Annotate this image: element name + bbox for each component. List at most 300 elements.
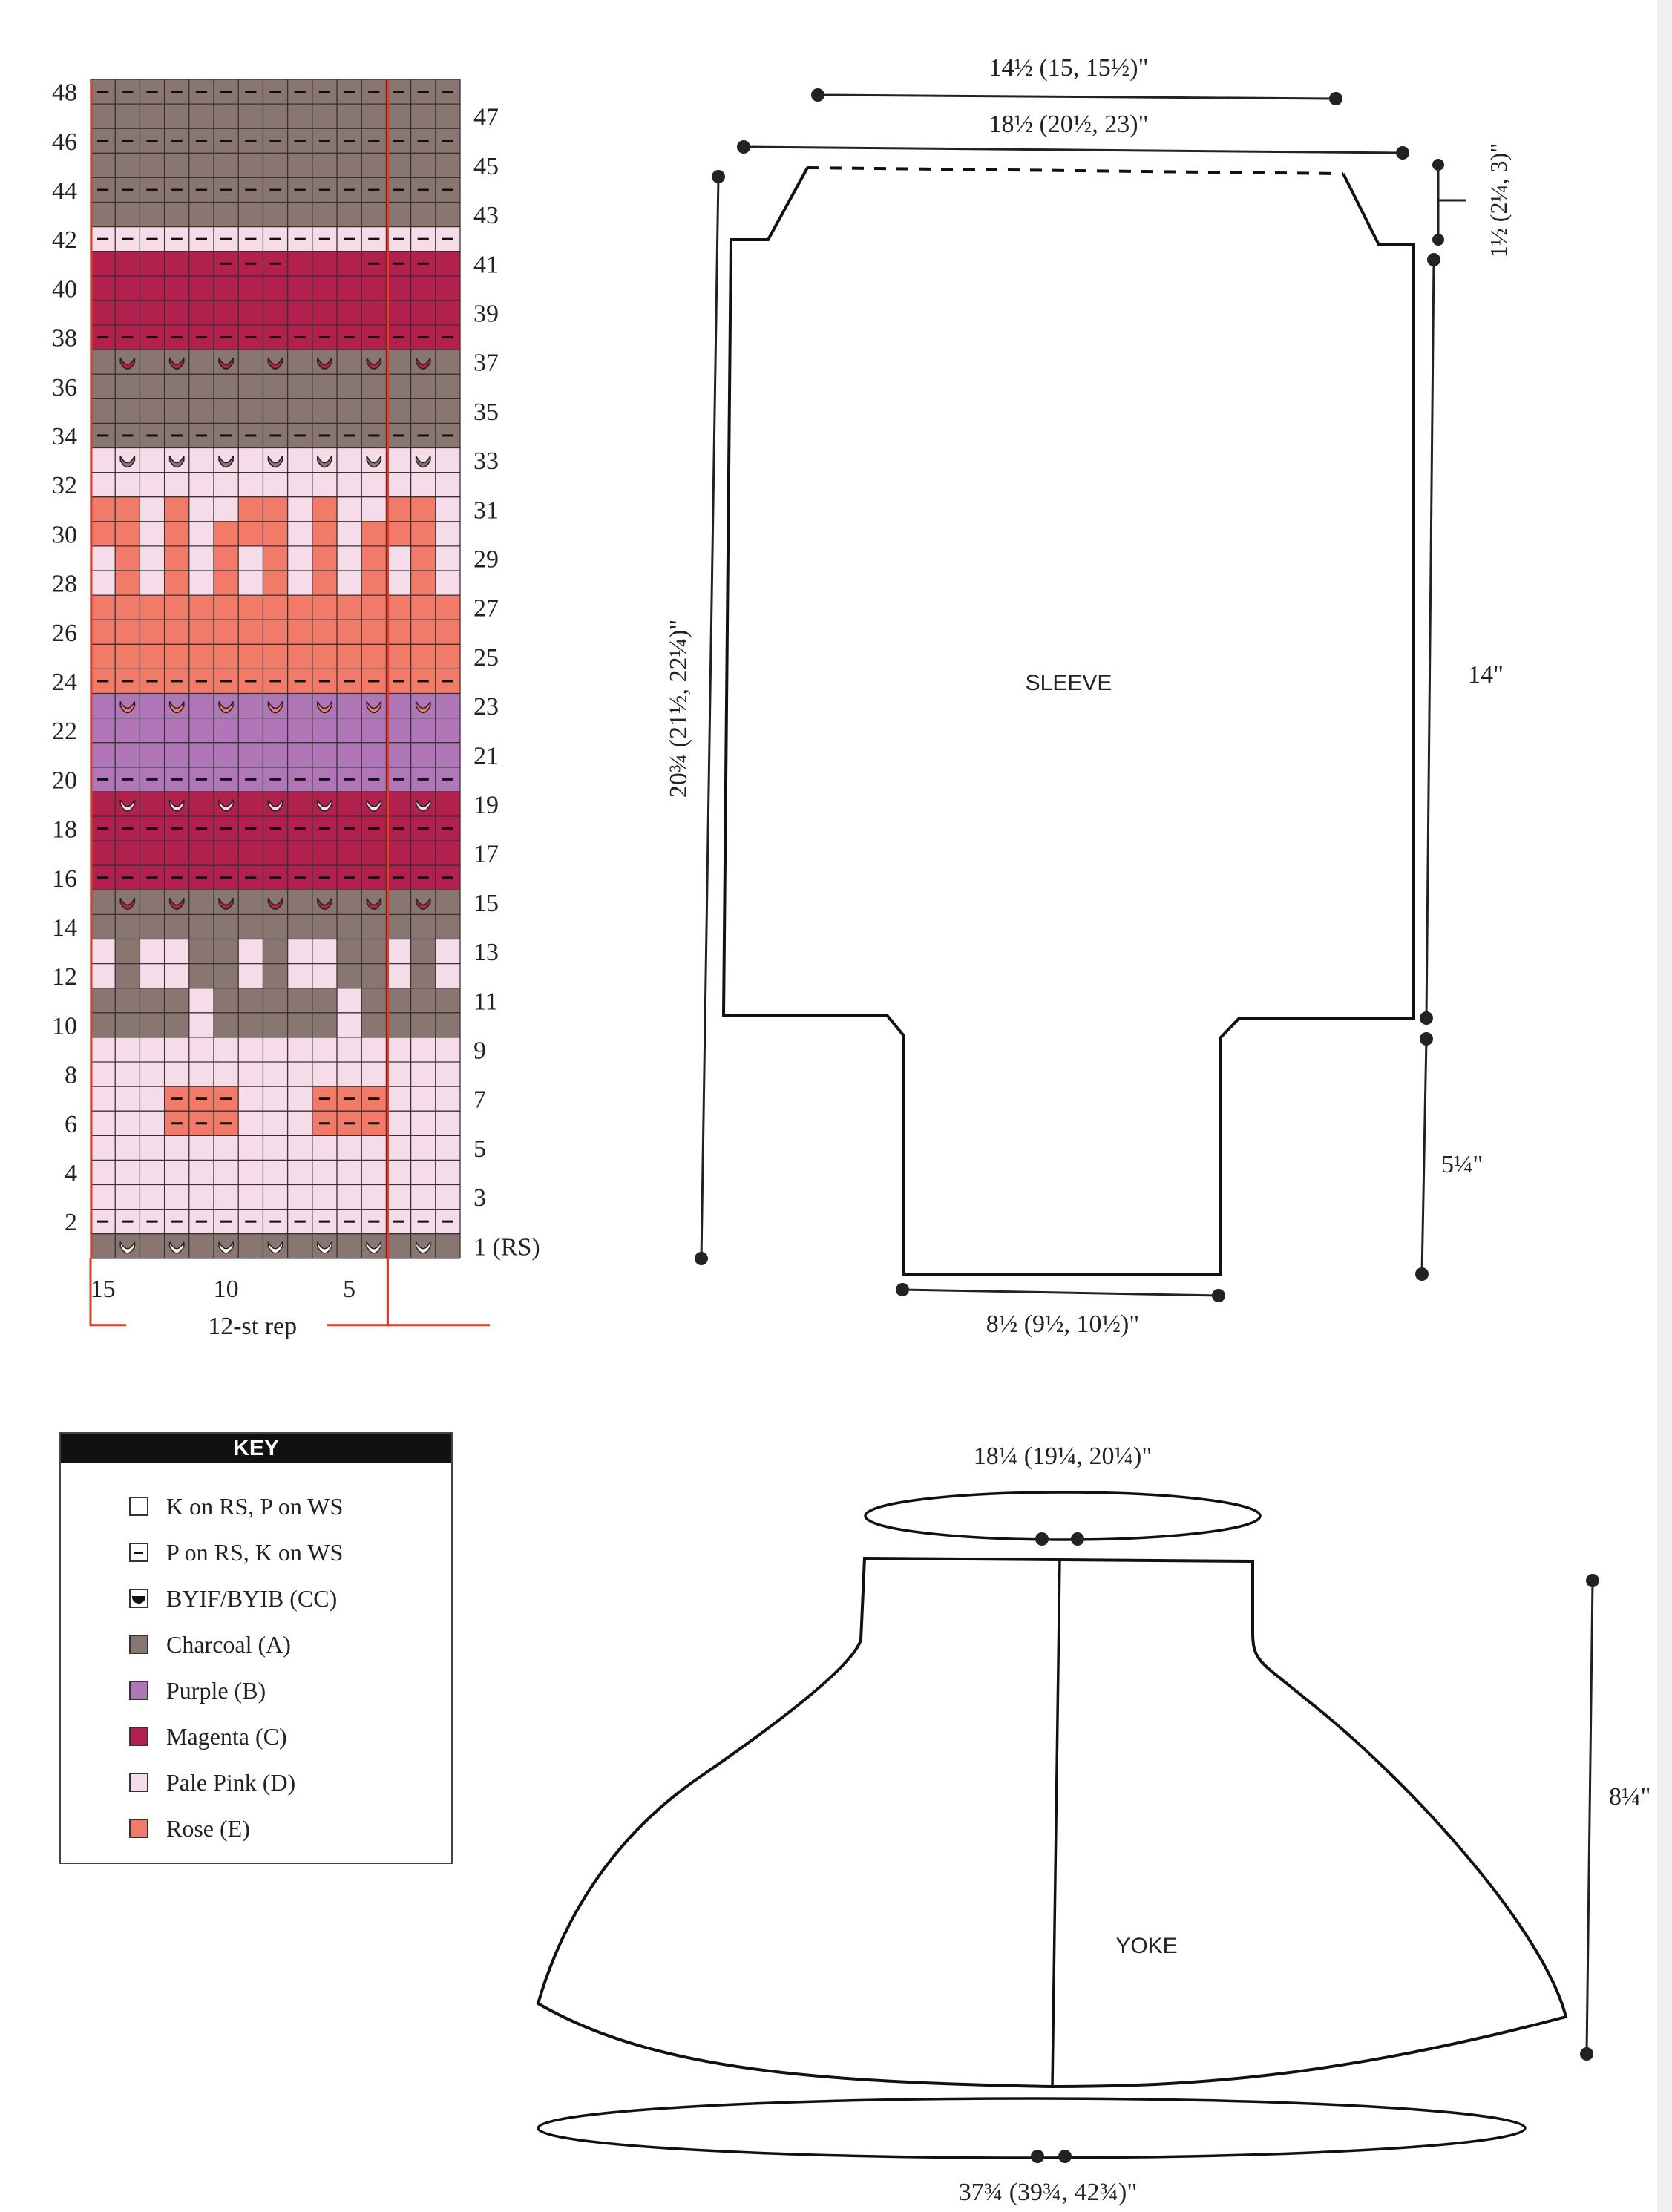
chart-cell xyxy=(263,374,287,398)
chart-cell xyxy=(337,694,361,718)
chart-cell xyxy=(386,1111,410,1135)
chart-cell xyxy=(436,546,460,571)
chart-cell xyxy=(165,1185,189,1210)
row-number: 27 xyxy=(473,594,499,623)
chart-cell xyxy=(436,595,460,620)
chart-cell xyxy=(288,1086,312,1111)
chart-cell xyxy=(312,988,337,1013)
chart-cell xyxy=(165,743,189,767)
chart-cell xyxy=(361,301,386,325)
row-number: 32 xyxy=(52,472,77,500)
chart-cell xyxy=(411,522,436,546)
chart-cell xyxy=(140,595,164,620)
chart-cell xyxy=(288,694,312,718)
chart-cell xyxy=(411,153,436,177)
chart-cell xyxy=(263,571,287,595)
chart-cell xyxy=(238,276,263,301)
chart-cell xyxy=(411,1234,436,1258)
chart-cell xyxy=(189,1135,214,1160)
chart-cell xyxy=(189,153,214,177)
chart-cell xyxy=(312,890,337,914)
chart-cell xyxy=(115,153,140,177)
chart-cell xyxy=(115,398,140,423)
chart-cell xyxy=(238,104,263,128)
chart-cell xyxy=(115,914,140,939)
chart-cell xyxy=(312,841,337,865)
chart-cell xyxy=(361,571,386,595)
chart-cell xyxy=(386,398,410,423)
chart-cell xyxy=(140,1234,164,1258)
chart-cell xyxy=(165,1160,189,1184)
chart-cell xyxy=(91,792,115,816)
key-item xyxy=(129,1583,337,1613)
chart-cell xyxy=(263,1160,287,1184)
chart-cell xyxy=(361,1037,386,1062)
chart-cell xyxy=(91,1062,115,1086)
chart-cell xyxy=(214,276,238,301)
key-item-label: P on RS, K on WS xyxy=(166,1538,344,1566)
chart-cell xyxy=(214,964,238,988)
chart-cell xyxy=(189,988,214,1013)
chart-cell xyxy=(436,203,460,227)
chart-cell xyxy=(91,988,115,1013)
chart-key xyxy=(59,1432,453,1864)
chart-cell xyxy=(189,620,214,644)
chart-cell xyxy=(91,473,115,497)
chart-cell xyxy=(91,1111,115,1135)
chart-cell xyxy=(386,1037,410,1062)
key-item xyxy=(129,1676,266,1705)
key-item xyxy=(129,1814,250,1843)
chart-cell xyxy=(386,743,410,767)
chart-cell xyxy=(337,841,361,865)
chart-cell xyxy=(115,1160,140,1184)
chart-cell xyxy=(165,398,189,423)
row-number: 28 xyxy=(52,570,77,598)
chart-cell xyxy=(165,153,189,177)
chart-cell xyxy=(165,939,189,964)
yoke-outline xyxy=(538,1558,1566,2087)
chart-cell xyxy=(436,1111,460,1135)
row-number: 35 xyxy=(473,398,499,426)
chart-cell xyxy=(263,153,287,177)
chart-cell xyxy=(436,1062,460,1086)
row-number: 17 xyxy=(473,840,499,868)
chart-cell xyxy=(238,497,263,522)
chart-cell xyxy=(238,620,263,644)
chart-cell xyxy=(411,1185,436,1210)
chart-cell xyxy=(214,1013,238,1037)
chart-cell xyxy=(436,988,460,1013)
key-item xyxy=(129,1537,343,1567)
chart-cell xyxy=(312,644,337,669)
chart-cell xyxy=(214,1037,238,1062)
row-number: 15 xyxy=(473,889,499,917)
chart-cell xyxy=(115,841,140,865)
chart-cell xyxy=(411,1111,436,1135)
chart-cell xyxy=(386,1013,410,1037)
chart-cell xyxy=(386,374,410,398)
chart-cell xyxy=(214,620,238,644)
chart-cell xyxy=(238,473,263,497)
chart-cell xyxy=(436,792,460,816)
row-number: 8 xyxy=(65,1061,77,1089)
chart-cell xyxy=(288,964,312,988)
chart-cell xyxy=(140,473,164,497)
chart-cell xyxy=(189,1160,214,1184)
chart-cell xyxy=(140,841,164,865)
chart-cell xyxy=(140,349,164,374)
chart-cell xyxy=(91,1086,115,1111)
chart-cell xyxy=(411,448,436,473)
color-swatch xyxy=(129,1727,148,1746)
row-number: 38 xyxy=(52,324,77,352)
row-number: 4 xyxy=(65,1159,77,1187)
chart-cell xyxy=(165,104,189,128)
chart-cell xyxy=(361,374,386,398)
chart-cell xyxy=(436,620,460,644)
key-item-label: K on RS, P on WS xyxy=(166,1492,344,1520)
chart-cell xyxy=(189,1234,214,1258)
chart-cell xyxy=(214,841,238,865)
chart-cell xyxy=(115,374,140,398)
row-number: 24 xyxy=(52,668,77,696)
chart-cell xyxy=(238,1013,263,1037)
chart-cell xyxy=(115,473,140,497)
key-item-label: Rose (E) xyxy=(166,1814,250,1842)
chart-cell xyxy=(386,841,410,865)
chart-cell xyxy=(115,203,140,227)
chart-cell xyxy=(361,276,386,301)
chart-cell xyxy=(312,374,337,398)
chart-cell xyxy=(411,914,436,939)
chart-cell xyxy=(263,1013,287,1037)
chart-cell xyxy=(115,718,140,743)
chart-cell xyxy=(140,743,164,767)
chart-cell xyxy=(288,595,312,620)
chart-cell xyxy=(214,988,238,1013)
chart-cell xyxy=(361,841,386,865)
chart-cell xyxy=(91,914,115,939)
chart-cell xyxy=(238,374,263,398)
yoke-center-line xyxy=(1052,1560,1060,2087)
chart-cell xyxy=(386,595,410,620)
chart-cell xyxy=(436,448,460,473)
row-number: 6 xyxy=(65,1110,77,1138)
chart-cell xyxy=(312,1234,337,1258)
chart-cell xyxy=(140,203,164,227)
color-swatch xyxy=(129,1773,148,1792)
chart-cell xyxy=(91,522,115,546)
sleeve-upper-width-label: 18½ (20½, 23)" xyxy=(989,111,1149,138)
chart-cell xyxy=(312,301,337,325)
chart-cell xyxy=(288,522,312,546)
chart-cell xyxy=(189,571,214,595)
chart-cell xyxy=(436,276,460,301)
row-number: 19 xyxy=(473,791,499,819)
chart-cell xyxy=(263,890,287,914)
chart-cell xyxy=(337,301,361,325)
chart-cell xyxy=(140,374,164,398)
chart-cell xyxy=(263,792,287,816)
chart-cell xyxy=(288,153,312,177)
chart-cell xyxy=(263,448,287,473)
chart-cell xyxy=(337,1185,361,1210)
row-number: 34 xyxy=(52,422,77,450)
chart-cell xyxy=(189,890,214,914)
chart-cell xyxy=(263,964,287,988)
chart-cell xyxy=(189,743,214,767)
key-item-label: Pale Pink (D) xyxy=(166,1768,296,1796)
chart-cell xyxy=(288,203,312,227)
chart-cell xyxy=(411,1086,436,1111)
yoke-neck-dimension xyxy=(865,1443,1260,1546)
chart-cell xyxy=(337,497,361,522)
chart-cell xyxy=(165,571,189,595)
chart-cell xyxy=(411,964,436,988)
chart-cell xyxy=(214,1062,238,1086)
chart-cell xyxy=(411,792,436,816)
chart-cell xyxy=(312,497,337,522)
chart-cell xyxy=(115,522,140,546)
chart-cell xyxy=(214,939,238,964)
chart-cell xyxy=(165,374,189,398)
chart-cell xyxy=(115,301,140,325)
chart-cell xyxy=(91,1234,115,1258)
row-number: 16 xyxy=(52,864,77,893)
chart-cell xyxy=(312,349,337,374)
chart-cell xyxy=(263,522,287,546)
chart-cell xyxy=(214,1135,238,1160)
row-number: 33 xyxy=(473,447,499,476)
chart-cell xyxy=(140,644,164,669)
chart-cell xyxy=(386,694,410,718)
chart-cell xyxy=(115,939,140,964)
sleeve-upper-length-label: 14" xyxy=(1468,661,1504,689)
chart-cell xyxy=(386,1086,410,1111)
yoke-depth-label: 8¼" xyxy=(1609,1783,1651,1811)
chart-cell xyxy=(91,203,115,227)
chart-cell xyxy=(238,964,263,988)
row-number: 20 xyxy=(52,767,77,795)
chart-cell xyxy=(238,1185,263,1210)
chart-cell xyxy=(214,718,238,743)
chart-cell xyxy=(165,448,189,473)
row-number: 40 xyxy=(52,275,77,303)
chart-cell xyxy=(436,694,460,718)
chart-cell xyxy=(263,546,287,571)
chart-cell xyxy=(288,1185,312,1210)
key-item-label: Charcoal (A) xyxy=(166,1630,291,1658)
chart-cell xyxy=(115,571,140,595)
row-number: 44 xyxy=(52,177,77,205)
sleeve-top-width-dimension xyxy=(811,54,1342,105)
chart-cell xyxy=(337,398,361,423)
chart-cell xyxy=(140,914,164,939)
row-number: 39 xyxy=(473,300,499,328)
chart-cell xyxy=(337,792,361,816)
chart-cell xyxy=(189,1013,214,1037)
chart-cell xyxy=(189,276,214,301)
chart-cell xyxy=(411,939,436,964)
sleeve-cap-depth-dimension xyxy=(1432,143,1512,257)
chart-cell xyxy=(263,398,287,423)
chart-cell xyxy=(91,448,115,473)
chart-cell xyxy=(214,497,238,522)
chart-cell xyxy=(312,1037,337,1062)
chart-cell xyxy=(312,276,337,301)
chart-cell xyxy=(411,374,436,398)
chart-cell xyxy=(337,276,361,301)
chart-cell xyxy=(361,694,386,718)
chart-cell xyxy=(436,743,460,767)
key-item-label: Purple (B) xyxy=(166,1676,266,1704)
chart-cell xyxy=(91,571,115,595)
chart-cell xyxy=(263,1234,287,1258)
chart-cell xyxy=(386,914,410,939)
row-numbers-right xyxy=(473,104,540,1261)
chart-cell xyxy=(91,694,115,718)
chart-cell xyxy=(91,718,115,743)
chart-cell xyxy=(263,301,287,325)
chart-cell xyxy=(115,1185,140,1210)
chart-cell xyxy=(91,1013,115,1037)
yoke-depth-dimension xyxy=(1580,1574,1650,2061)
chart-cell xyxy=(411,718,436,743)
key-item xyxy=(129,1768,295,1797)
chart-cell xyxy=(361,473,386,497)
row-number: 11 xyxy=(473,988,498,1016)
chart-cell xyxy=(238,153,263,177)
sleeve-upper-length-dimension xyxy=(1420,253,1504,1025)
chart-cell xyxy=(386,448,410,473)
chart-cell xyxy=(361,743,386,767)
chart-cell xyxy=(263,841,287,865)
key-item-label: Magenta (C) xyxy=(166,1722,287,1750)
row-number: 12 xyxy=(52,963,77,991)
chart-cell xyxy=(263,914,287,939)
chart-cell xyxy=(337,252,361,276)
chart-cell xyxy=(436,349,460,374)
chart-cell xyxy=(263,203,287,227)
row-numbers-left xyxy=(52,79,77,1237)
chart-cell xyxy=(312,595,337,620)
chart-cell xyxy=(165,1013,189,1037)
chart-cell xyxy=(165,620,189,644)
row-number: 25 xyxy=(473,643,499,672)
chart-cell xyxy=(436,252,460,276)
chart-cell xyxy=(288,743,312,767)
chart-cell xyxy=(411,301,436,325)
row-number: 46 xyxy=(52,128,77,156)
chart-cell xyxy=(214,301,238,325)
chart-cell xyxy=(337,1135,361,1160)
chart-cell xyxy=(91,301,115,325)
chart-cell xyxy=(411,1160,436,1184)
chart-cell xyxy=(91,497,115,522)
chart-cell xyxy=(115,546,140,571)
chart-cell xyxy=(115,349,140,374)
chart-cell xyxy=(115,104,140,128)
chart-cell xyxy=(361,914,386,939)
sleeve-upper-width-dimension xyxy=(737,111,1409,160)
chart-cell xyxy=(189,546,214,571)
chart-cell xyxy=(263,694,287,718)
key-item xyxy=(129,1722,287,1751)
chart-cell xyxy=(91,939,115,964)
sleeve-cuff-length-label: 5¼" xyxy=(1441,1151,1484,1178)
chart-cell xyxy=(115,1135,140,1160)
chart-cell xyxy=(238,448,263,473)
chart-cell xyxy=(312,1013,337,1037)
chart-cell xyxy=(140,694,164,718)
page-edge-shadow xyxy=(1657,0,1672,2212)
chart-cell xyxy=(115,1234,140,1258)
chart-cell xyxy=(263,276,287,301)
row-number: 18 xyxy=(52,815,77,844)
chart-cell xyxy=(386,301,410,325)
chart-cell xyxy=(288,1062,312,1086)
row-number: 47 xyxy=(473,103,499,131)
chart-cell xyxy=(337,964,361,988)
chart-cell xyxy=(337,939,361,964)
chart-cell xyxy=(263,1037,287,1062)
chart-cell xyxy=(361,546,386,571)
chart-cell xyxy=(411,497,436,522)
chart-cell xyxy=(436,473,460,497)
chart-cell xyxy=(91,104,115,128)
chart-cell xyxy=(411,349,436,374)
chart-cell xyxy=(386,104,410,128)
chart-cell xyxy=(436,1013,460,1037)
sleeve-label: SLEEVE xyxy=(1025,671,1112,695)
chart-cell xyxy=(140,718,164,743)
chart-cell xyxy=(189,792,214,816)
chart-cell xyxy=(288,1135,312,1160)
chart-cell xyxy=(312,939,337,964)
chart-cell xyxy=(337,988,361,1013)
row-number: 21 xyxy=(473,742,499,770)
chart-cell xyxy=(288,448,312,473)
chart-cell xyxy=(91,374,115,398)
chart-cell xyxy=(238,914,263,939)
chart-cell xyxy=(263,104,287,128)
chart-cell xyxy=(361,595,386,620)
row-number: 31 xyxy=(473,496,499,525)
chart-cell xyxy=(115,1086,140,1111)
chart-cell xyxy=(411,571,436,595)
chart-cell xyxy=(91,252,115,276)
chart-cell xyxy=(91,349,115,374)
chart-cell xyxy=(411,644,436,669)
chart-cell xyxy=(337,1062,361,1086)
chart-cell xyxy=(386,792,410,816)
chart-cell xyxy=(288,276,312,301)
chart-cell xyxy=(165,841,189,865)
chart-cell xyxy=(411,890,436,914)
chart-cell xyxy=(361,1013,386,1037)
chart-cell xyxy=(361,939,386,964)
chart-cell xyxy=(263,595,287,620)
chart-cell xyxy=(337,890,361,914)
chart-cell xyxy=(312,620,337,644)
chart-cell xyxy=(165,497,189,522)
chart-cell xyxy=(238,890,263,914)
key-item-label: BYIF/BYIB (CC) xyxy=(166,1584,338,1612)
chart-cell xyxy=(361,1062,386,1086)
chart-cell xyxy=(189,964,214,988)
sleeve-cap-fold xyxy=(807,168,1343,174)
